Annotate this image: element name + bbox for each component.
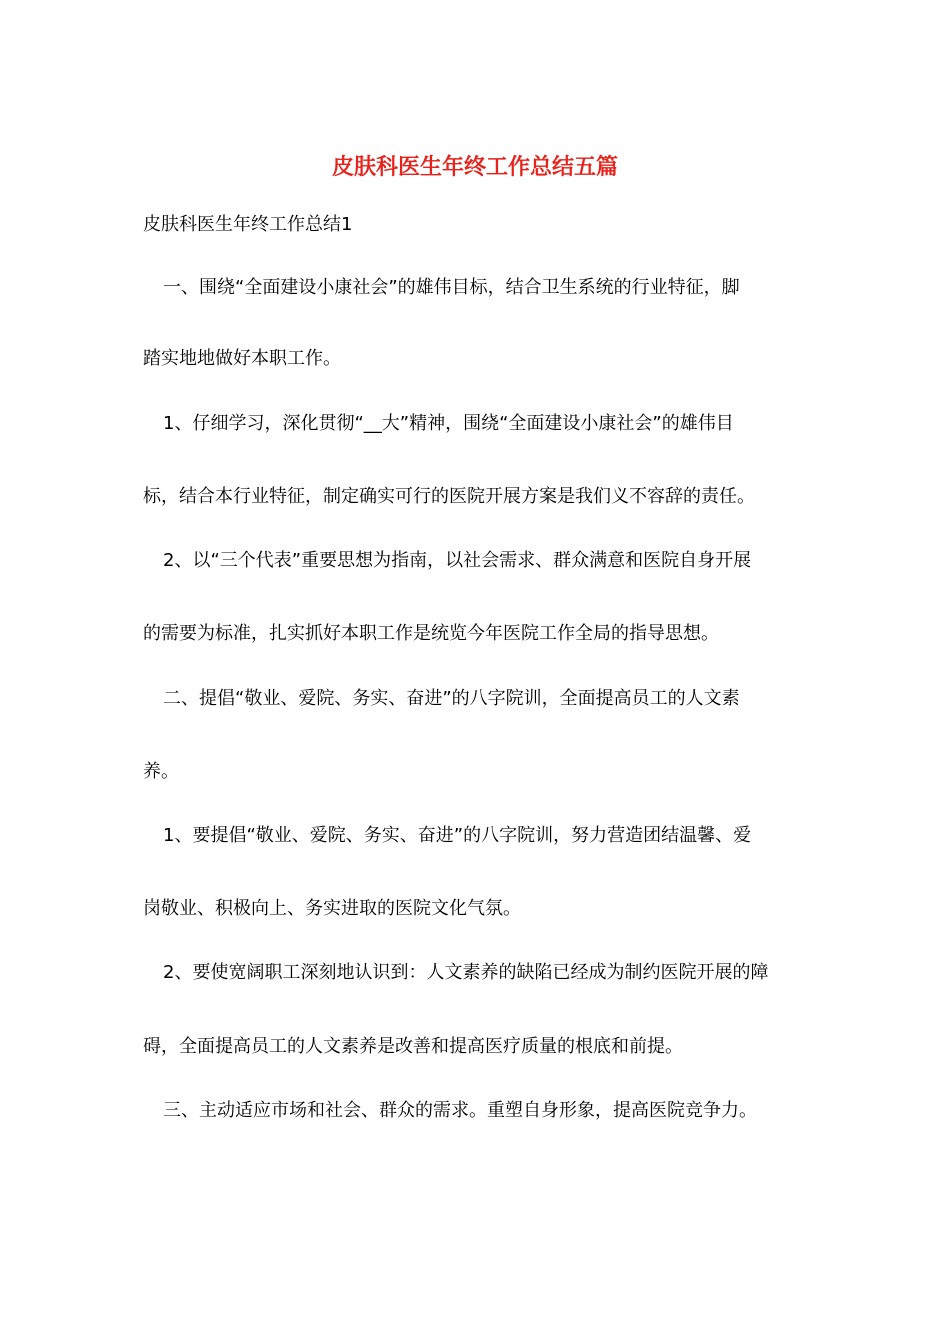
paragraph-line: 一、围绕“全面建设小康社会”的雄伟目标，结合卫生系统的行业特征，脚 [163, 277, 740, 298]
document-title: 皮肤科医生年终工作总结五篇 [331, 155, 618, 180]
paragraph-line: 2、要使宽阔职工深刻地认识到：人文素养的缺陷已经成为制约医院开展的障 [163, 962, 769, 983]
paragraph-line: 标，结合本行业特征，制定确实可行的医院开展方案是我们义不容辞的责任。 [143, 486, 755, 507]
section-subtitle: 皮肤科医生年终工作总结1 [143, 214, 353, 235]
paragraph-line: 1、要提倡“敬业、爱院、务实、奋进”的八字院训，努力营造团结温馨、爱 [163, 825, 752, 846]
paragraph-line: 踏实地地做好本职工作。 [143, 348, 341, 369]
paragraph-line: 碍，全面提高员工的人文素养是改善和提高医疗质量的根底和前提。 [143, 1036, 683, 1057]
paragraph-line: 2、以“三个代表”重要思想为指南，以社会需求、群众满意和医院自身开展 [163, 550, 752, 571]
paragraph-line: 三、主动适应市场和社会、群众的需求。重塑自身形象，提高医院竞争力。 [163, 1100, 757, 1121]
paragraph-line: 二、提倡“敬业、爱院、务实、奋进”的八字院训，全面提高员工的人文素 [163, 688, 740, 709]
paragraph-line: 岗敬业、积极向上、务实进取的医院文化气氛。 [143, 898, 521, 919]
paragraph-line: 1、仔细学习，深化贯彻“__大”精神，围绕“全面建设小康社会”的雄伟目 [163, 413, 734, 434]
paragraph-line: 的需要为标准，扎实抓好本职工作是统览今年医院工作全局的指导思想。 [143, 623, 719, 644]
paragraph-line: 养。 [143, 761, 179, 782]
